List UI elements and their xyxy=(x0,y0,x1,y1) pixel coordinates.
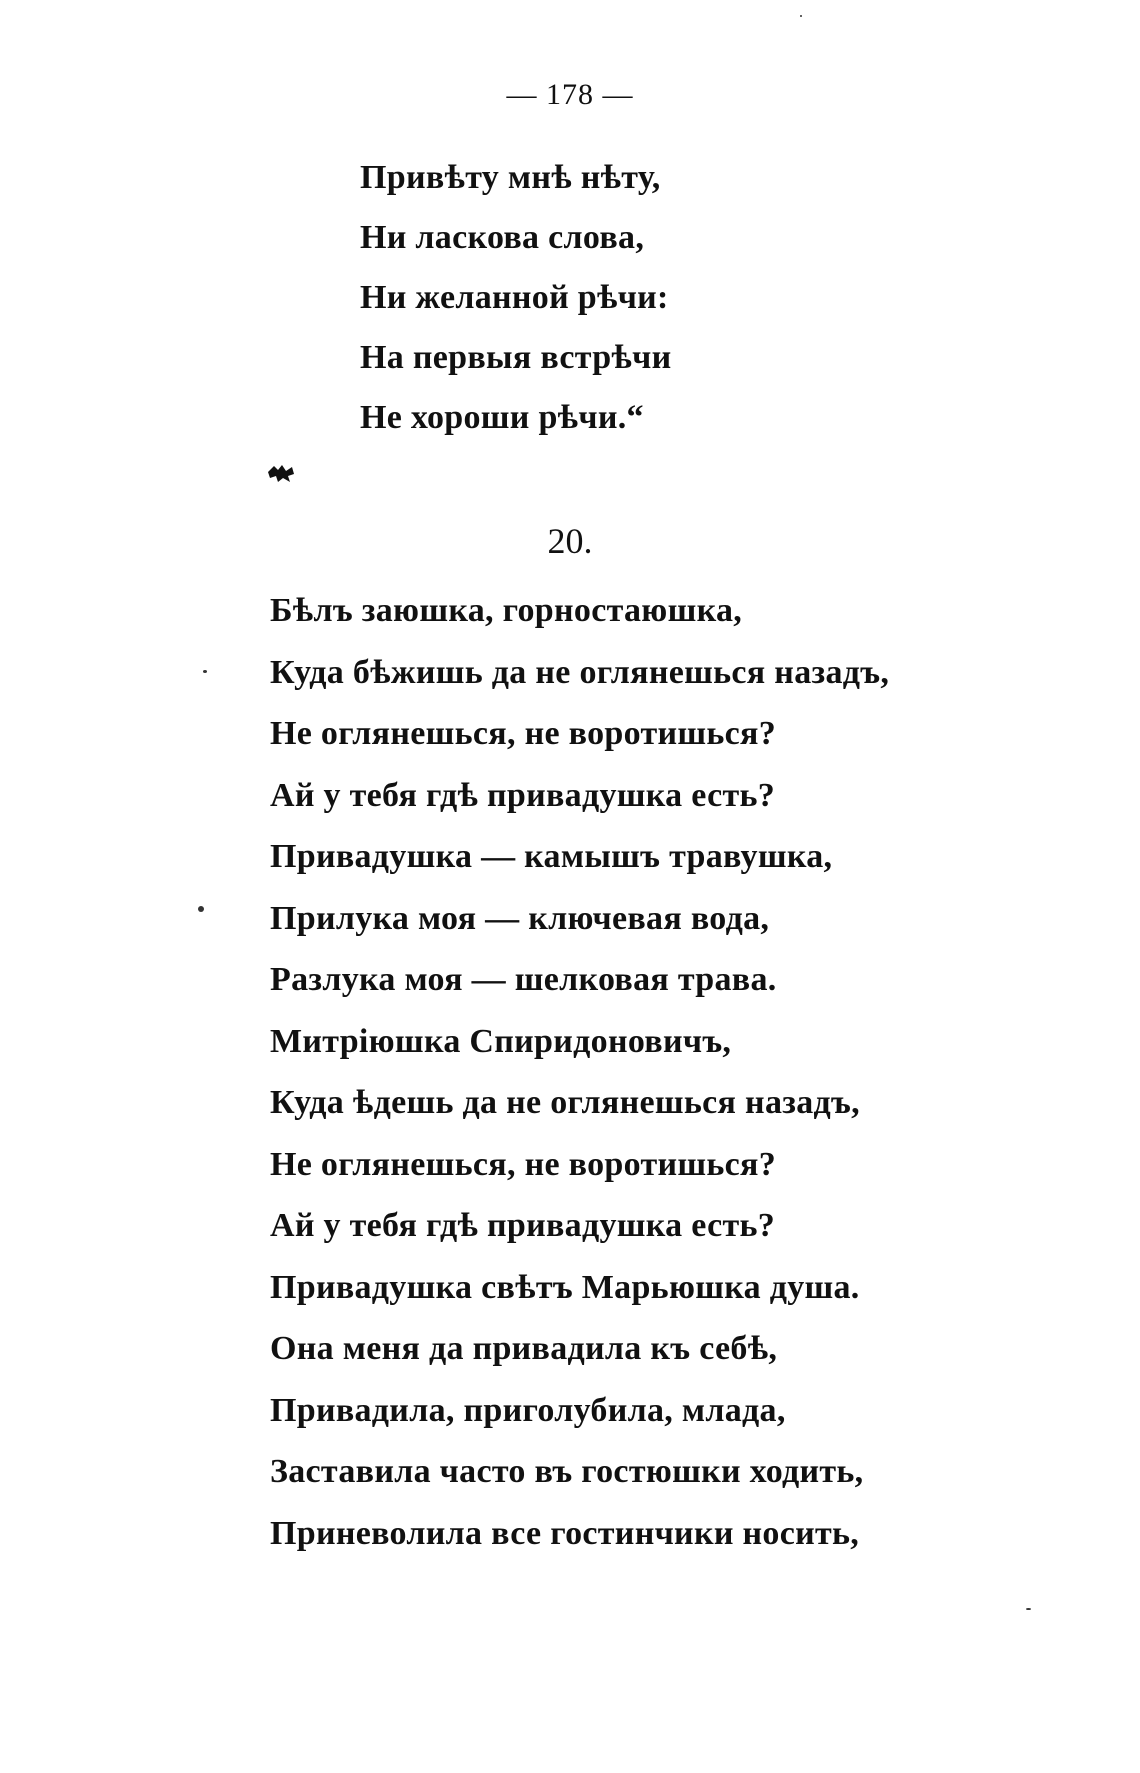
verse-line: Куда ѣдешь да не оглянешься назадъ, xyxy=(270,1084,860,1121)
scan-speck xyxy=(1026,1608,1031,1610)
verse-line: Ай у тебя гдѣ привадушка есть? xyxy=(270,776,776,814)
verse-line: Бѣлъ заюшка, горностаюшка, xyxy=(270,592,743,629)
ink-blot-ornament xyxy=(266,462,296,484)
verse-line: Разлука моя — шелковая трава. xyxy=(270,961,777,998)
verse-line: На первыя встрѣчи xyxy=(360,339,672,376)
verse-line: Привадушка — камышъ травушка, xyxy=(270,838,833,875)
scan-speck xyxy=(198,906,204,912)
verse-line: Ай у тебя гдѣ привадушка есть? xyxy=(270,1207,776,1244)
scan-speck xyxy=(203,670,207,673)
verse-line: Привадушка свѣтъ Марьюшка душа. xyxy=(270,1268,860,1306)
verse-line: Ни ласкова слова, xyxy=(360,219,645,256)
verse-line: Заставила часто въ гостюшки ходить, xyxy=(270,1453,864,1490)
verse-line: Ни желанной рѣчи: xyxy=(360,279,669,316)
poem-body xyxy=(270,580,1090,1564)
verse-line: Митріюшка Спиридоновичъ, xyxy=(270,1022,732,1060)
verse-line: Куда бѣжишь да не оглянешься назадъ, xyxy=(270,653,890,691)
verse-line: Она меня да привадила къ себѣ, xyxy=(270,1330,778,1367)
verse-line: Привѣту мнѣ нѣту, xyxy=(360,159,661,196)
verse-line: Не хороши рѣчи.“ xyxy=(360,399,644,436)
page-number: — 178 — xyxy=(506,78,634,111)
verse-line: Не оглянешься, не воротишься? xyxy=(270,1145,776,1183)
verse-line: Не оглянешься, не воротишься? xyxy=(270,715,776,752)
stanza-ending xyxy=(360,148,880,448)
verse-line: Приневолила все гостинчики носить, xyxy=(270,1514,860,1552)
poem-number: 20. xyxy=(547,521,593,561)
verse-line: Привадила, приголубила, млада, xyxy=(270,1391,786,1429)
verse-line: Прилука моя — ключевая вода, xyxy=(270,899,770,937)
scan-speck xyxy=(800,15,802,17)
